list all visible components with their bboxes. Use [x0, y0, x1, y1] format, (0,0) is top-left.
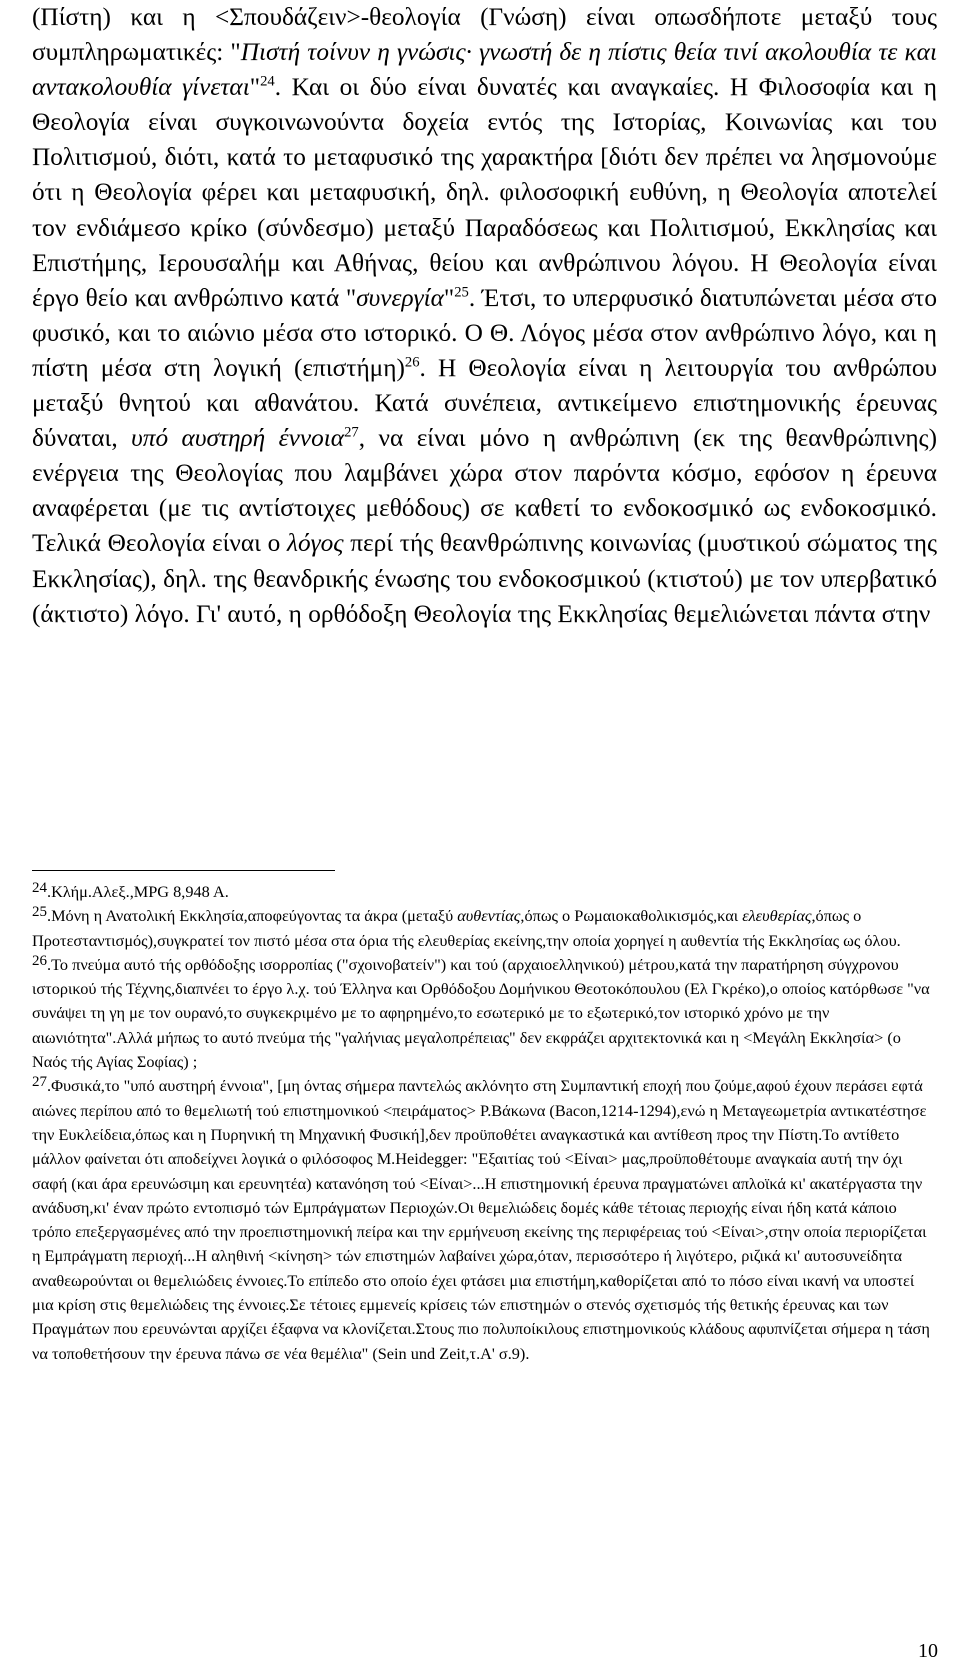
body-text-segment: , να είναι μόνο η ανθρώπινη (εκ της θεανθρώπινης) ενέργεια της Θεολογίας που λαμβάνει χώρα στον παρόντα κόσμο, εφόσον η έρευνα αναφέρεται (με τις αντίστοιχες μεθόδους) σε καθετί το ενδοκοσμικό ως ενδοκοσμικό. Τελικά Θεολογία είναι ο — [32, 424, 937, 558]
main-paragraph — [32, 0, 937, 632]
footnote-ref-24[interactable]: 24 — [260, 73, 275, 90]
footnote-text: .Φυσικά,το "υπό αυστηρή έννοια", [μη όντας σήμερα παντελώς ακλόνητο στη Συμπαντική εποχή που ζούμε,αφού έχουν περάσει εφτά αιώνες περίπου από το θεμελιωτή τού επιστημονικού <πειράματος> Ρ.Βάκωνα (Bacon,1214-1294),ενώ η Μεταγεωμετρία αντικατέστησε την Ευκλείδεια,όπως και η Πυρηνική τη Μηχανική Φυσική],δεν προϋποθέτει αναγκαστικά και αντίθεση προς την Πίστη.Το αντίθετο μάλλον φαίνεται ότι αποδείχνει λογικά ο φιλόσοφος M.Heidegger: "Εξαιτίας τού <Είναι> μας,προϋποθέτουμε αναγκαία αυτή την όχι σαφή (και άρα ερευνώσιμη και ερευνητέα) κατανόηση τού <Είναι>...Η επιστημονική έρευνα πραγματώνει απλοϊκά κι' ακατέργαστα την ανάδυση,κι' έναν πρώτο εντοπισμό τών Εμπράγματων Περιοχών.Οι θεμελιώδεις δομές κάθε τέτοιας περιοχής είναι ήδη κατά κάποιο τρόπο επεξεργασμένες από την προεπιστημονική πείρα και την ερμήνευση εκείνης της περιφέρειας τού <Είναι>,στην οποία περιορίζεται η Εμπράγματη περιοχή...Η αληθινή <κίνηση> τών επιστημών λαβαίνει χώρα,όταν, περισσότερο ή λιγότερο, ριζικά κι' αυτοσυνείδητα αναθεωρούνται οι θεμελιώδεις έννοιες.Το επίπεδο στο οποίο έχει φτάσει μια επιστήμη,καθορίζεται από το πόσο είναι ικανή να υποστεί μια κρίση στις θεμελιώδεις της έννοιες.Σε τέτοιες εμμενείς κρίσεις τών επιστημών ο στενός σχετισμός τής θετικής έρευνας και των Πραγμάτων που ερευνώνται αρχίζει έξαφνα να κλονίζεται.Στους πιο πολυποίκιλους επιστημονικούς κλάδους αφυπνίζεται σήμερα η τάση να τοποθετήσουν την έρευνα πάνω σε νέα θεμέλια" (Sein und Zeit,τ.Α' σ.9). — [32, 1076, 930, 1363]
emphasis-italic: λόγος — [287, 529, 344, 558]
emphasis-italic: συνεργία — [356, 283, 444, 312]
footnote-24 — [32, 880, 937, 904]
quote-italic: Πιστή τοίνυν η γνώσις· γνωστή δε η πίστις θεία τινί ακολουθία τε και αντακολουθία γίνεται — [32, 38, 937, 102]
footnote-25 — [32, 904, 937, 953]
footnotes-section — [32, 880, 937, 1366]
footnote-ref-26[interactable]: 26 — [404, 354, 420, 371]
footnote-text: .Μόνη η Ανατολική Εκκλησία,αποφεύγοντας τα άκρα (μεταξύ — [47, 906, 458, 926]
footnote-ref-25[interactable]: 25 — [454, 284, 469, 301]
page-number: 10 — [918, 1640, 938, 1662]
body-text-segment: . Έτσι, το υπερφυσικό διατυπώνεται μέσα στο φυσικό, και το αιώνιο μέσα στο ιστορικό. Ο Θ. Λόγος μέσα στον ανθρώπινο λόγο, και η πίστη μέσα στη λογική (επιστήμη) — [32, 283, 937, 382]
body-text-segment: περί τής θεανθρώπινης κοινωνίας (μυστικού σώματος της Εκκλησίας), δηλ. της θεανδρικής ένωσης του ενδοκοσμικού (κτιστού) με τον υπερβατικό (άκτιστο) λόγο. Γι' αυτό, η ορθόδοξη Θεολογία της Εκκλησίας θεμελιώνεται πάντα στην — [32, 529, 937, 628]
footnote-number: 27 — [32, 1074, 47, 1091]
footnote-text: .Το πνεύμα αυτό τής ορθόδοξης ισορροπίας ("σχοινοβατείν") και τού (αρχαιοελληνικού) μέτρου,κατά την παρατήρηση σύγχρονου ιστορικού τής Τέχνης,διαπνέει το έργο λ.χ. τού Έλληνα και Ορθόδοξου Δομήνικου Θεοτοκόπουλου (Ελ Γκρέκο),ο οποίος κατόρθωσε "να συνάψει τη γη με τον ουρανό,το συγκεκριμένο με το αφηρημένο,το εσωτερικό με το εξωτερικό,τον ιστορικό χρόνο με την αιωνιότητα".Αλλά μήπως το αυτό πνεύμα τής "γαλήνιας μεγαλοπρέπειας" δεν εκφράζει αρχιτεκτονικά και η <Μεγάλη Εκκλησία> (ο Ναός τής Αγίας Σοφίας) ; — [32, 954, 930, 1072]
footnote-separator — [32, 870, 335, 871]
footnote-ref-27[interactable]: 27 — [344, 424, 359, 441]
body-text-segment: " — [249, 73, 261, 102]
footnote-italic: ελευθερίας — [742, 906, 812, 926]
emphasis-italic: υπό αυστηρή έννοια — [131, 424, 345, 453]
body-text-segment: " — [443, 283, 455, 312]
footnote-italic: αυθεντίας — [457, 906, 521, 926]
body-text-segment: . Η Θεολογία είναι η λειτουργία του ανθρώπου μεταξύ θνητού και αθανάτου. Κατά συνέπεια, αντικείμενο επιστημονικής έρευνας δύναται, — [32, 353, 937, 453]
footnote-26 — [32, 953, 937, 1074]
body-text-segment: (Πίστη) και η <Σπουδάζειν>-θεολογία (Γνώση) είναι οπωσδήποτε μεταξύ τους συμπληρωματικές: " — [32, 3, 937, 67]
footnote-text: .Κλήμ.Αλεξ.,MPG 8,948 A. — [47, 882, 229, 901]
footnote-number: 26 — [32, 952, 47, 969]
body-text-segment: . Και οι δύο είναι δυνατές και αναγκαίες. Η Φιλοσοφία και η Θεολογία είναι συγκοινωνούντα δοχεία εντός της Ιστορίας, Κοινωνίας και του Πολιτισμού, διότι, κατά το μεταφυσικό της χαρακτήρα [διότι δεν πρέπει να λησμονούμε ότι η Θεολογία φέρει και μεταφυσική, δηλ. φιλοσοφική ευθύνη, η Θεολογία αποτελεί τον ενδιάμεσο κρίκο (σύνδεσμο) μεταξύ Παραδόσεως και Πολιτισμού, Εκκλησίας και Επιστήμης, Ιερουσαλήμ και Αθήνας, θείου και ανθρώπινου λόγου. Η Θεολογία είναι έργο θείο και ανθρώπινο κατά " — [32, 73, 937, 312]
footnote-text: ,όπως ο Ρωμαιοκαθολικισμός,και — [520, 906, 743, 926]
footnote-text: ,όπως ο Προτεσταντισμός),συγκρατεί τον πιστό μέσα στα όρια τής ελευθερίας εκείνης,την οποία χορηγεί η αυθεντία τής Εκκλησίας ως όλου. — [32, 906, 901, 950]
footnote-27 — [32, 1074, 937, 1366]
footnote-number: 24 — [32, 880, 47, 896]
footnote-number: 25 — [32, 904, 47, 921]
